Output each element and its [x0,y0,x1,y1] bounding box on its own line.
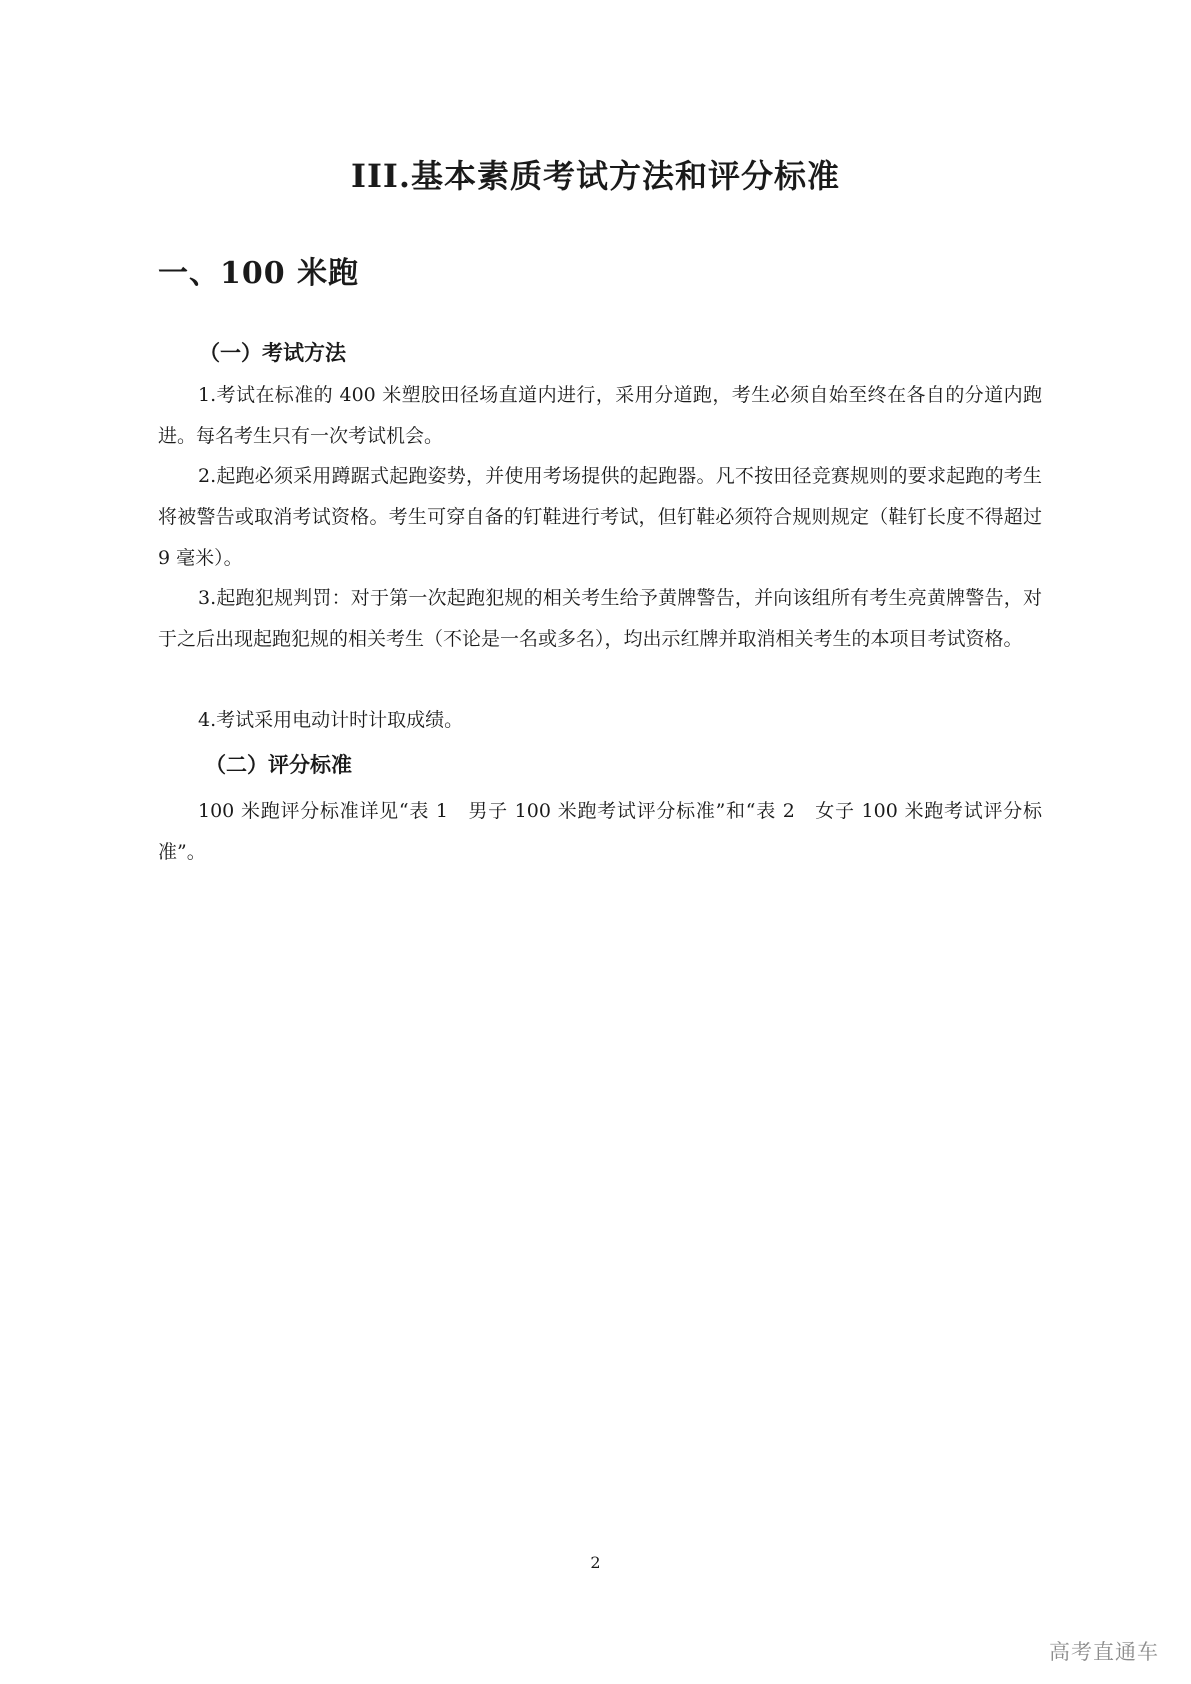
scoring-heading: （二）评分标准 [205,752,352,777]
watermark: 高考直通车 [1049,1640,1159,1664]
method-heading: （一）考试方法 [199,340,346,365]
method-item-4: 4.考试采用电动计时计取成绩。 [198,709,464,731]
section-heading: 一、100 米跑 [158,256,360,291]
scoring-text: 100 米跑评分标准详见“表 1 男子 100 米跑考试评分标准”和“表 2 女子 100 米跑考试评分标准”。 [158,800,1042,863]
page-number: 2 [590,1553,601,1572]
page-title: III.基本素质考试方法和评分标准 [350,157,841,195]
method-item-1: 1.考试在标准的 400 米塑胶田径场直道内进行，采用分道跑，考生必须自始至终在各自的分道内跑进。每名考生只有一次考试机会。 [158,384,1042,447]
method-item-3: 3.起跑犯规判罚：对于第一次起跑犯规的相关考生给予黄牌警告，并向该组所有考生亮黄牌警告，对于之后出现起跑犯规的相关考生（不论是一名或多名），均出示红牌并取消相关考生的本项目考试资格。 [158,587,1042,650]
method-item-2: 2.起跑必须采用蹲踞式起跑姿势，并使用考场提供的起跑器。凡不按田径竞赛规则的要求起跑的考生将被警告或取消考试资格。考生可穿自备的钉鞋进行考试，但钉鞋必须符合规则规定（鞋钉长度不得超过 9 毫米）。 [158,465,1042,569]
